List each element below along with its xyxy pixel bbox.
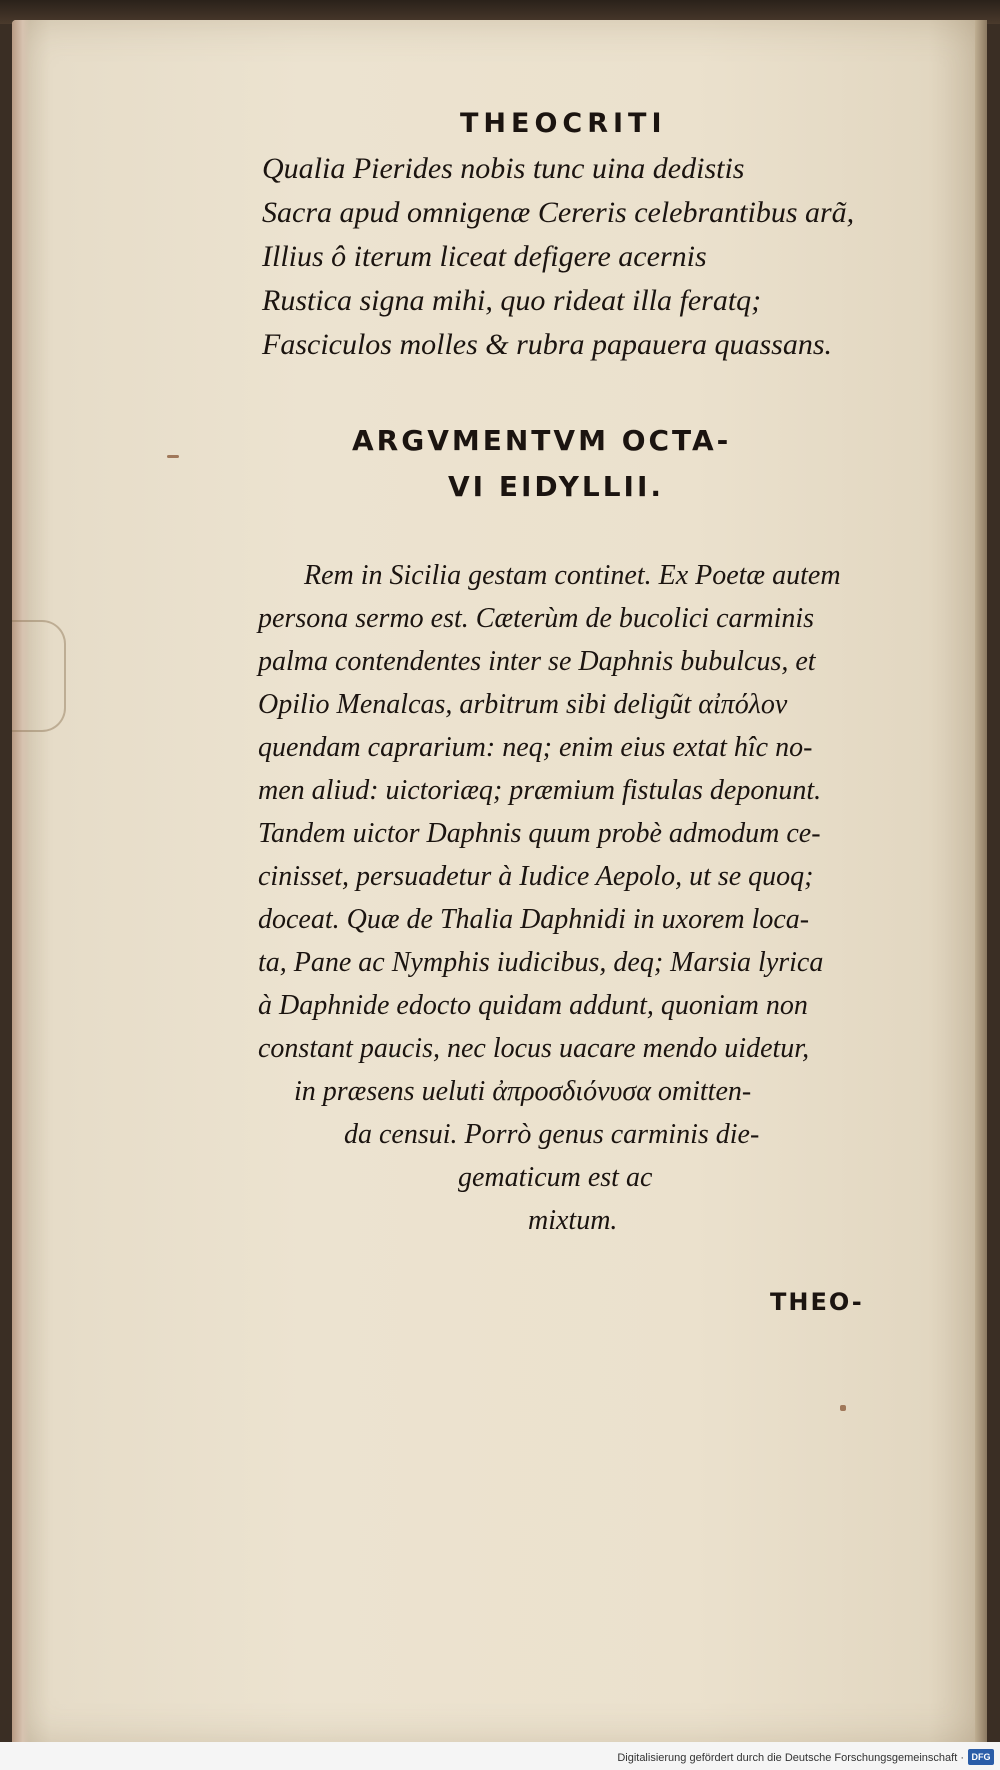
verse-line-2: Sacra apud omnigenæ Cereris celebrantibus arã, xyxy=(262,196,855,229)
footer-credit: Digitalisierung gefördert durch die Deutsche Forschungsgemeinschaft · xyxy=(617,1752,964,1764)
argument-line-2: persona sermo est. Cæterùm de bucolici carminis xyxy=(258,603,815,634)
argument-line-10: ta, Pane ac Nymphis iudicibus, deq; Marsia lyrica xyxy=(258,947,824,978)
argument-line-14: da censui. Porrò genus carminis die- xyxy=(344,1119,760,1150)
catchword: THEO- xyxy=(770,1288,864,1316)
ink-speck xyxy=(840,1405,846,1411)
argument-line-5: quendam caprarium: neq; enim eius extat hîc no- xyxy=(258,732,813,763)
argument-line-3: palma contendentes inter se Daphnis bubulcus, et xyxy=(258,646,816,677)
argument-line-13: in præsens ueluti ἀπροσδιόνυσα omitten- xyxy=(294,1076,752,1107)
argument-line-8: cinisset, persuadetur à Iudice Aepolo, ut se quoq; xyxy=(258,861,814,892)
verse-line-3: Illius ô iterum liceat defigere acernis xyxy=(262,240,707,273)
verse-line-4: Rustica signa mihi, quo rideat illa feratq; xyxy=(262,284,762,317)
verse-line-1: Qualia Pierides nobis tunc uina dedistis xyxy=(262,152,745,185)
argument-line-11: à Daphnide edocto quidam addunt, quoniam non xyxy=(258,990,808,1021)
verse-line-5: Fasciculos molles & rubra papauera quassans. xyxy=(262,328,832,361)
argument-line-12: constant paucis, nec locus uacare mendo uidetur, xyxy=(258,1033,810,1064)
argument-heading-line-2: VI EIDYLLII. xyxy=(448,470,665,503)
clasp-shadow xyxy=(12,620,66,732)
argument-line-1: Rem in Sicilia gestam continet. Ex Poetæ autem xyxy=(304,560,841,591)
argument-line-6: men aliud: uictoriæq; præmium fistulas deponunt. xyxy=(258,775,822,806)
ink-speck xyxy=(167,455,179,458)
argument-line-15: gematicum est ac xyxy=(458,1162,653,1193)
argument-line-7: Tandem uictor Daphnis quum probè admodum ce- xyxy=(258,818,821,849)
dfg-logo: DFG xyxy=(968,1749,994,1765)
page-gutter xyxy=(12,20,30,1745)
page-fore-edge xyxy=(975,20,987,1745)
argument-line-9: doceat. Quæ de Thalia Daphnidi in uxorem loca- xyxy=(258,904,810,935)
argument-line-4: Opilio Menalcas, arbitrum sibi deligũt αἰπόλον xyxy=(258,689,788,720)
argument-heading-line-1: ARGVMENTVM OCTA- xyxy=(352,424,732,457)
footer-bar xyxy=(0,1742,1000,1770)
running-head: THEOCRITI xyxy=(460,108,667,139)
argument-line-16: mixtum. xyxy=(528,1205,618,1236)
